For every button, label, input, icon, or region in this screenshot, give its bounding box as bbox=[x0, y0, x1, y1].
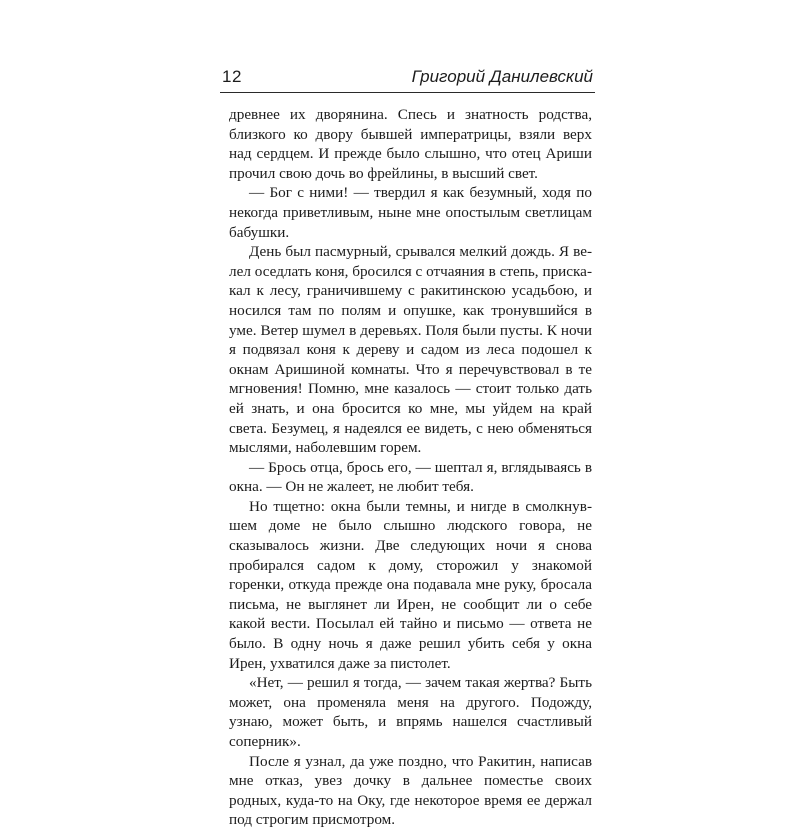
header-rule bbox=[220, 92, 595, 93]
paragraph-4: — Брось отца, брось его, — шептал я, вглядываясь в окна. — Он не жалеет, не любит тебя. bbox=[229, 458, 592, 496]
page-header bbox=[220, 60, 595, 90]
running-head-author: Григорий Данилевский bbox=[411, 67, 593, 86]
page-body bbox=[229, 105, 592, 830]
page-number: 12 bbox=[222, 67, 242, 86]
paragraph-7: После я узнал, да уже поздно, что Ракитин, написав мне отказ, увез дочку в дальнее поместье своих родных, куда-то на Оку, где некоторое время ее держал под строгим присмотром. bbox=[229, 752, 592, 829]
paragraph-6: «Нет, — решил я тогда, — зачем такая жертва? Быть может, она променяла меня на другого. Подожду, узнаю, может быть, и впрямь нашелся счастливый соперник». bbox=[229, 674, 592, 750]
paragraph-2: — Бог с ними! — твердил я как безумный, ходя по некогда приветливым, ныне мне опостылым светлицам бабушки. bbox=[229, 184, 592, 241]
paragraph-1: древнее их дворянина. Спесь и знатность родства, близкого ко двору бывшей императрицы, взяли верх над сердцем. И прежде было слышно, что отец Ариши прочил свою дочь во фрейлины, в высший свет. bbox=[229, 106, 592, 182]
paragraph-3: День был пасмурный, срывался мелкий дождь. Я велел оседлать коня, бросился с отчаяния в степь, прискакал к лесу, граничившему с ракитинскою усадьбою, и носился там по полям и опушке, как тронувшийся в уме. Ветер шумел в деревьях. Поля были пусты. К ночи я подвязал коня к дереву и садом из леса подошел к окнам Аришиной комнаты. Что я перечувствовал в те мгновения! Помню, мне казалось — стоит только дать ей знать, и она бросится ко мне, мы уйдем на край света. Безумец, я надеялся ее видеть, с нею обменяться мыслями, наболевшим горем. bbox=[229, 243, 592, 457]
paragraph-5: Но тщетно: окна были темны, и нигде в смолкнувшем доме не было слышно людского говора, не сказывалось жизни. Две следующих ночи я снова пробирался садом к дому, сторожил у знакомой горенки, откуда прежде она подавала мне руку, бросала письма, не выглянет ли Ирен, не сообщит ли о себе какой вести. Посылал ей тайно и письмо — ответа не было. В одну ночь я даже решил убить себя у окна Ирен, ухватился даже за пистолет. bbox=[229, 497, 592, 672]
